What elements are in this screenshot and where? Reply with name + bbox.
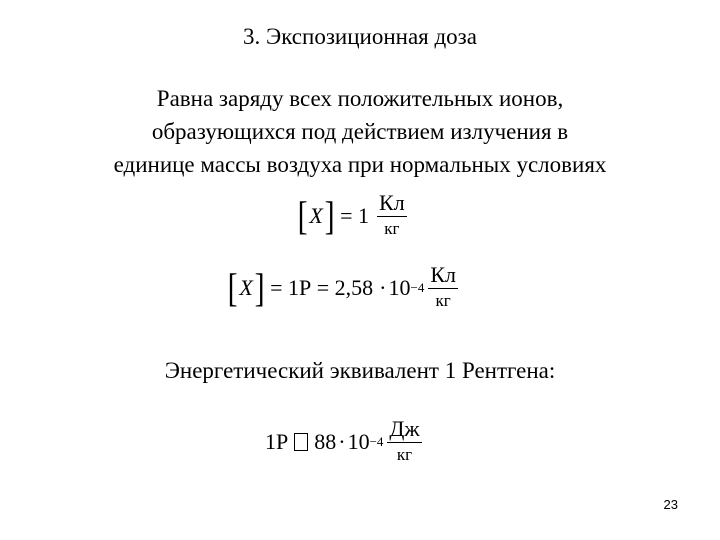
missing-glyph-box xyxy=(294,433,308,451)
fraction-numerator: Кл xyxy=(430,262,456,287)
power-exponent: −4 xyxy=(369,433,384,449)
left-bracket: [ xyxy=(297,192,308,238)
equals-one: = 1 xyxy=(340,202,370,228)
multiply-dot: · xyxy=(379,274,387,300)
energy-value: 88 xyxy=(314,428,337,454)
definition-line-2: образующихся под действием излучения в xyxy=(151,119,569,144)
power-base: 10 xyxy=(388,274,411,300)
multiply-dot: · xyxy=(338,428,346,454)
slide-title: 3. Экспозиционная доза xyxy=(243,24,477,49)
roentgen-value: = 1Р = 2,58 xyxy=(270,274,374,300)
power-base: 10 xyxy=(347,428,370,454)
definition-text xyxy=(0,82,720,181)
fraction-denominator: кг xyxy=(435,291,451,310)
energy-equivalent-formula xyxy=(265,416,422,467)
page-number: 23 xyxy=(663,497,678,512)
left-bracket: [ xyxy=(227,264,238,310)
fraction-numerator: Кл xyxy=(379,190,405,215)
definition-line-3: единице массы воздуха при нормальных условиях xyxy=(113,152,607,177)
unit-fraction xyxy=(428,262,458,313)
variable-x: X xyxy=(309,202,323,228)
right-bracket: ] xyxy=(324,192,335,238)
roentgen-formula xyxy=(226,262,458,313)
definition-line-1: Равна заряду всех положительных ионов, xyxy=(156,86,564,111)
exposure-unit-formula xyxy=(296,190,407,241)
fraction-denominator: кг xyxy=(384,219,400,238)
fraction-numerator: Дж xyxy=(389,416,420,441)
right-bracket: ] xyxy=(254,264,265,310)
power-exponent: −4 xyxy=(410,279,425,295)
unit-fraction xyxy=(377,190,407,241)
fraction-denominator: кг xyxy=(396,445,413,464)
energy-equivalent-label: Энергетический эквивалент 1 Рентгена: xyxy=(164,358,556,383)
unit-fraction xyxy=(387,416,421,467)
variable-x: X xyxy=(239,274,253,300)
one-roentgen: 1Р xyxy=(265,428,289,454)
